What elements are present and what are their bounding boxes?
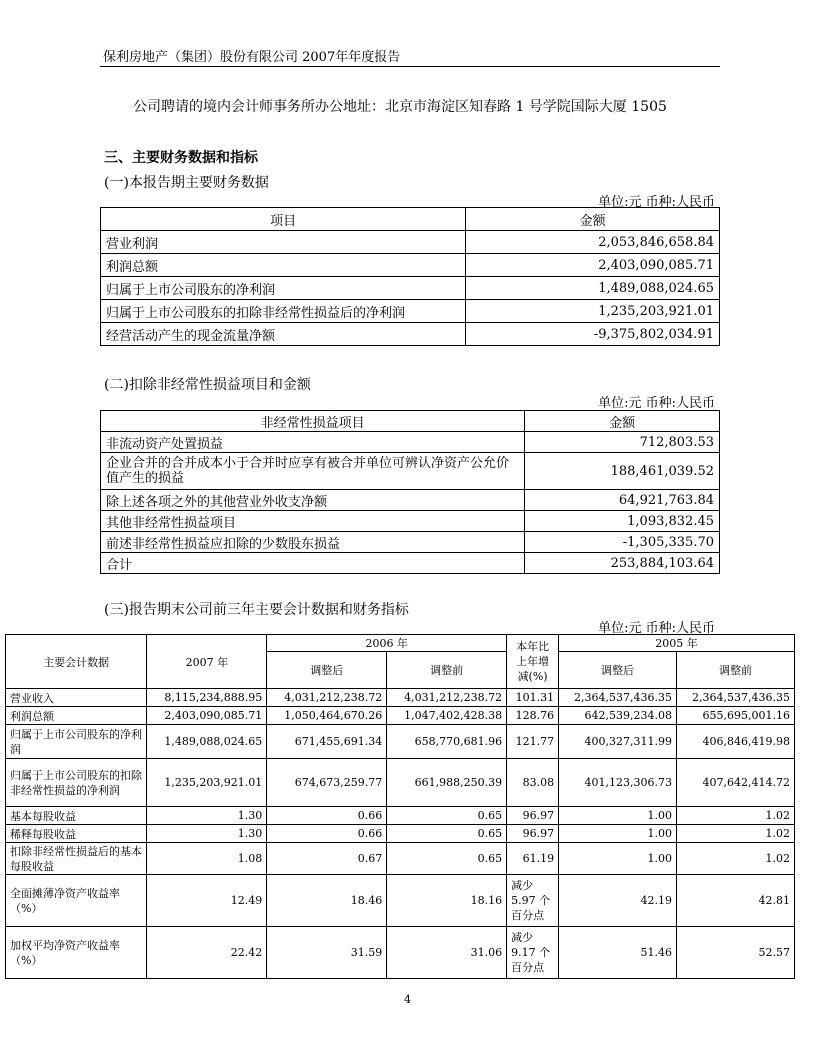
table-row xyxy=(6,759,795,807)
column-header-2005-before: 调整前 xyxy=(677,652,795,689)
cell-value: 407,642,414.72 xyxy=(677,759,795,807)
part1-title: (一)本报告期主要财务数据 xyxy=(104,175,269,191)
column-header-2006-after: 调整后 xyxy=(267,652,387,689)
row-amount: 64,921,763.84 xyxy=(525,490,720,511)
table-header-row xyxy=(101,411,720,432)
table-row xyxy=(6,707,795,725)
row-amount: 2,053,846,658.84 xyxy=(466,231,720,254)
column-header-2006-before: 调整前 xyxy=(387,652,507,689)
column-header-2006: 2006 年 xyxy=(267,635,507,652)
column-header-2005-after: 调整后 xyxy=(559,652,677,689)
cell-value: 96.97 xyxy=(507,807,559,825)
cell-value: 0.67 xyxy=(267,843,387,875)
part3-title: (三)报告期末公司前三年主要会计数据和财务指标 xyxy=(104,602,409,618)
row-label: 全面摊薄净资产收益率（%） xyxy=(6,875,147,927)
row-amount: 1,093,832.45 xyxy=(525,511,720,532)
cell-value: 642,539,234.08 xyxy=(559,707,677,725)
cell-value: 2,403,090,085.71 xyxy=(147,707,267,725)
page-number: 4 xyxy=(404,993,411,1006)
cell-value: 0.66 xyxy=(267,825,387,843)
cell-value: 1.30 xyxy=(147,825,267,843)
row-amount: -1,305,335.70 xyxy=(525,532,720,553)
cell-value: 0.65 xyxy=(387,825,507,843)
table-row xyxy=(6,825,795,843)
cell-value: 22.42 xyxy=(147,927,267,979)
cell-value: 52.57 xyxy=(677,927,795,979)
cell-value: 658,770,681.96 xyxy=(387,725,507,759)
column-header-item: 主要会计数据 xyxy=(6,635,147,689)
cell-value: 661,988,250.39 xyxy=(387,759,507,807)
row-label: 其他非经常性损益项目 xyxy=(101,511,525,532)
table-row xyxy=(101,323,720,346)
table-row xyxy=(6,875,795,927)
cell-value: 4,031,212,238.72 xyxy=(387,689,507,707)
cell-value: 406,846,419.98 xyxy=(677,725,795,759)
cell-value: 0.65 xyxy=(387,807,507,825)
table-row xyxy=(6,725,795,759)
cell-value: 1.02 xyxy=(677,807,795,825)
row-label: 营业利润 xyxy=(101,231,466,254)
row-amount: -9,375,802,034.91 xyxy=(466,323,720,346)
row-amount: 2,403,090,085.71 xyxy=(466,254,720,277)
non-recurring-items-table xyxy=(100,410,720,574)
row-label: 营业收入 xyxy=(6,689,147,707)
table-row xyxy=(101,432,720,453)
row-label: 合计 xyxy=(101,553,525,574)
cell-value: 2,364,537,436.35 xyxy=(677,689,795,707)
cell-value: 2,364,537,436.35 xyxy=(559,689,677,707)
row-label: 基本每股收益 xyxy=(6,807,147,825)
table-row xyxy=(6,843,795,875)
cell-value: 1.30 xyxy=(147,807,267,825)
column-header-2007: 2007 年 xyxy=(147,635,267,689)
cell-value: 4,031,212,238.72 xyxy=(267,689,387,707)
row-label: 稀释每股收益 xyxy=(6,825,147,843)
cell-value: 671,455,691.34 xyxy=(267,725,387,759)
table-row xyxy=(101,277,720,300)
cell-value: 31.06 xyxy=(387,927,507,979)
cell-value: 1.02 xyxy=(677,843,795,875)
report-header-title: 保利房地产（集团）股份有限公司 2007年年度报告 xyxy=(103,50,401,65)
row-label: 归属于上市公司股东的扣除非经常性损益后的净利润 xyxy=(101,300,466,323)
column-header-amount: 金额 xyxy=(466,208,720,231)
cell-value: 0.65 xyxy=(387,843,507,875)
cell-value: 8,115,234,888.95 xyxy=(147,689,267,707)
column-header-change: 本年比上年增减(%) xyxy=(507,635,559,689)
auditor-address-line: 公司聘请的境内会计师事务所办公地址：北京市海淀区知春路 1 号学院国际大厦 1505 xyxy=(133,99,667,115)
cell-value: 42.81 xyxy=(677,875,795,927)
row-label: 经营活动产生的现金流量净额 xyxy=(101,323,466,346)
cell-value: 减少 5.97 个百分点 xyxy=(507,875,559,927)
row-label: 加权平均净资产收益率（%） xyxy=(6,927,147,979)
row-amount: 188,461,039.52 xyxy=(525,453,720,490)
table-row xyxy=(101,532,720,553)
column-header-item: 非经常性损益项目 xyxy=(101,411,525,432)
cell-value: 1.02 xyxy=(677,825,795,843)
row-amount: 1,489,088,024.65 xyxy=(466,277,720,300)
cell-value: 1.00 xyxy=(559,825,677,843)
cell-value: 128.76 xyxy=(507,707,559,725)
part3-unit: 单位:元 币种:人民币 xyxy=(598,621,715,636)
table-row xyxy=(101,490,720,511)
header-divider xyxy=(100,66,720,67)
row-label: 非流动资产处置损益 xyxy=(101,432,525,453)
column-header-amount: 金额 xyxy=(525,411,720,432)
cell-value: 101.31 xyxy=(507,689,559,707)
row-label: 扣除非经常性损益后的基本每股收益 xyxy=(6,843,147,875)
row-label: 归属于上市公司股东的扣除非经常性损益的净利润 xyxy=(6,759,147,807)
cell-value: 1.08 xyxy=(147,843,267,875)
cell-value: 83.08 xyxy=(507,759,559,807)
table-row xyxy=(101,453,720,490)
row-label: 归属于上市公司股东的净利润 xyxy=(6,725,147,759)
cell-value: 1.00 xyxy=(559,843,677,875)
cell-value: 1,235,203,921.01 xyxy=(147,759,267,807)
cell-value: 31.59 xyxy=(267,927,387,979)
table-row xyxy=(101,231,720,254)
table-row xyxy=(101,300,720,323)
table-header-row xyxy=(101,208,720,231)
table-row xyxy=(6,807,795,825)
part2-title: (二)扣除非经常性损益项目和金额 xyxy=(104,377,311,393)
cell-value: 51.46 xyxy=(559,927,677,979)
table-header-row xyxy=(6,635,795,652)
column-header-item: 项目 xyxy=(101,208,466,231)
cell-value: 1,047,402,428.38 xyxy=(387,707,507,725)
part2-unit: 单位:元 币种:人民币 xyxy=(598,396,715,411)
cell-value: 42.19 xyxy=(559,875,677,927)
table-row xyxy=(101,553,720,574)
row-label: 前述非经常性损益应扣除的少数股东损益 xyxy=(101,532,525,553)
table-row xyxy=(6,927,795,979)
cell-value: 0.66 xyxy=(267,807,387,825)
row-label: 归属于上市公司股东的净利润 xyxy=(101,277,466,300)
part1-unit: 单位:元 币种:人民币 xyxy=(598,195,715,210)
cell-value: 1.00 xyxy=(559,807,677,825)
table-row xyxy=(101,254,720,277)
cell-value: 61.19 xyxy=(507,843,559,875)
cell-value: 96.97 xyxy=(507,825,559,843)
three-year-data-table xyxy=(5,634,795,979)
cell-value: 121.77 xyxy=(507,725,559,759)
section-title-financial-data: 三、主要财务数据和指标 xyxy=(104,150,258,166)
row-amount: 253,884,103.64 xyxy=(525,553,720,574)
cell-value: 12.49 xyxy=(147,875,267,927)
cell-value: 400,327,311.99 xyxy=(559,725,677,759)
cell-value: 18.16 xyxy=(387,875,507,927)
table-row xyxy=(6,689,795,707)
cell-value: 401,123,306.73 xyxy=(559,759,677,807)
cell-value: 减少 9.17 个百分点 xyxy=(507,927,559,979)
cell-value: 674,673,259.77 xyxy=(267,759,387,807)
cell-value: 1,050,464,670.26 xyxy=(267,707,387,725)
cell-value: 18.46 xyxy=(267,875,387,927)
row-amount: 1,235,203,921.01 xyxy=(466,300,720,323)
column-header-2005: 2005 年 xyxy=(559,635,795,652)
main-financial-data-table xyxy=(100,207,720,346)
row-amount: 712,803.53 xyxy=(525,432,720,453)
row-label: 企业合并的合并成本小于合并时应享有被合并单位可辨认净资产公允价值产生的损益 xyxy=(101,453,525,490)
cell-value: 655,695,001.16 xyxy=(677,707,795,725)
row-label: 利润总额 xyxy=(101,254,466,277)
cell-value: 1,489,088,024.65 xyxy=(147,725,267,759)
row-label: 除上述各项之外的其他营业外收支净额 xyxy=(101,490,525,511)
row-label: 利润总额 xyxy=(6,707,147,725)
table-row xyxy=(101,511,720,532)
